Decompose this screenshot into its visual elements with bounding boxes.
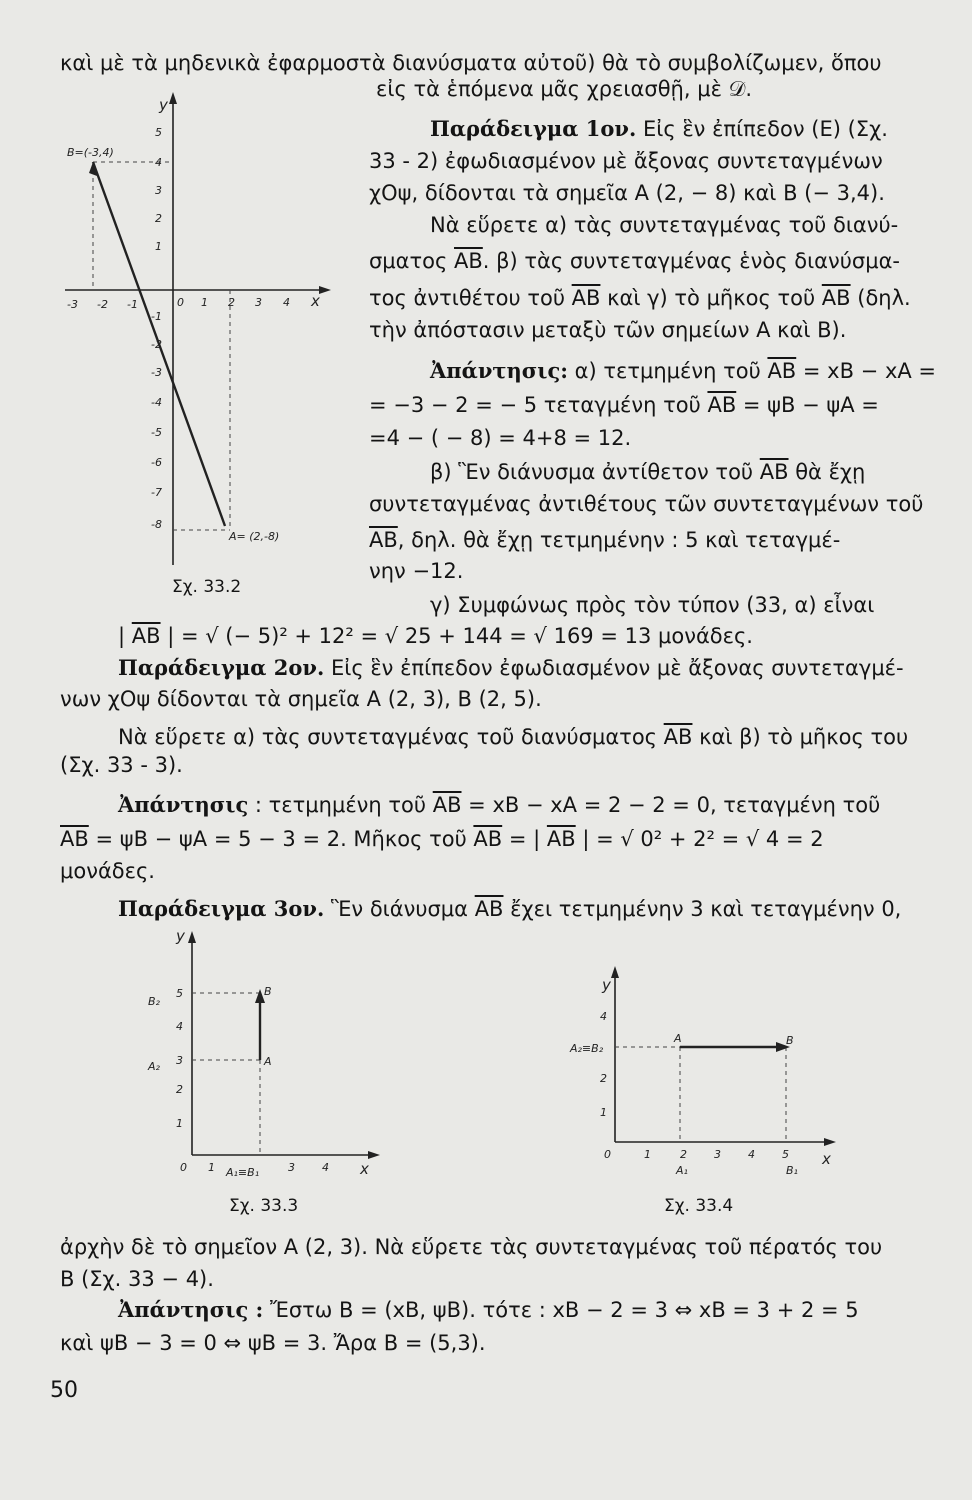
example3-line3: Β (Σχ. 33 − 4). — [60, 1267, 214, 1291]
example1-answer-4: β) Ἓν διάνυσμα ἀντίθετον τοῦ $\overline{AB}$ θὰ ἔχῃ — [430, 460, 866, 484]
example2-line1: Παράδειγμα 2ον. Εἰς ἓν ἐπίπεδον ἐφωδιασμένον μὲ ἄξονας συντεταγμέ- — [118, 655, 904, 680]
example1-answer-2: = −3 − 2 = − 5 τεταγμένη τοῦ $\overline{AB} = \psi B - \psi A$ = — [369, 393, 879, 417]
fig2-ytick: -5 — [151, 426, 162, 439]
fig2-ytick: -3 — [151, 366, 162, 379]
example2-answer-1: Ἀπάντησις : τετμημένη τοῦ $\overline{AB}$ = xB − xA = 2 − 2 = 0, τεταγμένη τοῦ — [118, 792, 881, 817]
fig2-ytick: 1 — [155, 240, 162, 253]
figure-33-4 — [540, 960, 920, 1190]
fig2-xtick: 2 — [228, 296, 235, 309]
example1-line1: Παράδειγμα 1ον. Εἰς ἓν ἐπίπεδον (Ε) (Σχ. — [430, 116, 888, 141]
fig3-caption: Σχ. 33.3 — [229, 1196, 299, 1216]
fig4-label-a: A — [674, 1032, 682, 1045]
example3-heading: Παράδειγμα 3ον. — [118, 896, 325, 921]
fig3-ytick: 1 — [176, 1117, 183, 1130]
fig3-xtick: 4 — [322, 1161, 329, 1174]
fig3-xtick: 3 — [288, 1161, 295, 1174]
example1-answer-6: $\overline{AB}$, δηλ. θὰ ἔχῃ τετμημένην : 5 καὶ τεταγμέ- — [369, 528, 841, 552]
example1-line6: τος ἀντιθέτου τοῦ $\overline{AB}$ καὶ γ) τὸ μῆκος τοῦ $\overline{AB}$ (δηλ. — [369, 286, 911, 310]
fig2-caption: Σχ. 33.2 — [172, 577, 242, 597]
fig3-label-a: A — [264, 1055, 272, 1068]
fig3-ytick: 2 — [176, 1083, 183, 1096]
fig2-ytick: -1 — [151, 310, 162, 323]
fig4-ytick: A₂≡B₂ — [570, 1042, 604, 1055]
fig2-point-a-label: A= (2,-8) — [229, 530, 280, 543]
example3-line2: ἀρχὴν δὲ τὸ σημεῖον Α (2, 3). Νὰ εὕρετε τὰς συντεταγμένας τοῦ πέρατός του — [60, 1235, 883, 1259]
fig2-ytick: 2 — [155, 212, 162, 225]
example1-answer-7: νην −12. — [369, 559, 464, 583]
page-number: 50 — [50, 1378, 78, 1403]
intro-line-1: καὶ μὲ τὰ μηδενικὰ ἐφαρμοστὰ διανύσματα αὐτοῦ) θὰ τὸ συμβολίζωμεν, ὅπου — [60, 51, 882, 75]
fig2-ytick: 5 — [155, 126, 162, 139]
example1-heading: Παράδειγμα 1ον. — [430, 116, 637, 141]
fig4-y-label: y — [602, 976, 611, 994]
example2-line4: (Σχ. 33 - 3). — [60, 753, 183, 777]
fig4-caption: Σχ. 33.4 — [664, 1196, 734, 1216]
fig3-x-label: x — [360, 1160, 369, 1178]
fig3-y-label: y — [176, 927, 185, 945]
example3-answer-2: καὶ ψB − 3 = 0 ⇔ ψB = 3. Ἄρα Β = (5,3). — [60, 1331, 486, 1355]
example1-answer-5: συντεταγμένας ἀντιθέτους τῶν συντεταγμένων τοῦ — [369, 492, 924, 516]
example1-answer-9: | $\overline{AB}$ | = √ (− 5)² + 12² = √ 25 + 144 = √ 169 = 13 μονάδες. — [118, 624, 753, 648]
fig4-ytick: 1 — [600, 1106, 607, 1119]
fig2-ytick: -6 — [151, 456, 162, 469]
fig2-xtick: -1 — [127, 298, 138, 311]
fig2-point-b-label: B=(-3,4) — [67, 146, 114, 159]
example2-heading: Παράδειγμα 2ον. — [118, 655, 325, 680]
fig3-ytick: 5 — [176, 987, 183, 1000]
fig4-label-b: B — [786, 1034, 794, 1047]
fig4-x-label: x — [822, 1150, 831, 1168]
example1-line2: 33 - 2) ἐφωδιασμένον μὲ ἄξονας συντεταγμένων — [369, 149, 883, 173]
fig4-label-b1: B₁ — [786, 1164, 798, 1177]
example3-line1: Παράδειγμα 3ον. Ἓν διάνυσμα $\overline{AB}$ ἔχει τετμημένην 3 καὶ τεταγμένην 0, — [118, 896, 902, 921]
example2-line2: νων χΟψ δίδονται τὰ σημεῖα Α (2, 3), Β (2, 5). — [60, 687, 542, 711]
figure-33-3 — [140, 925, 390, 1185]
fig2-xtick: 1 — [201, 296, 208, 309]
fig4-ytick: 2 — [600, 1072, 607, 1085]
fig2-xtick: -3 — [67, 298, 78, 311]
fig2-xtick: 3 — [255, 296, 262, 309]
example1-line7: τὴν ἀπόστασιν μεταξὺ τῶν σημείων Α καὶ Β). — [369, 318, 847, 342]
fig4-xtick: 5 — [782, 1148, 789, 1161]
fig4-xtick: 4 — [748, 1148, 755, 1161]
fig4-xtick: 1 — [644, 1148, 651, 1161]
fig2-x-label: x — [311, 292, 320, 310]
fig3-ytick: 4 — [176, 1020, 183, 1033]
fig3-xtick: A₁≡B₁ — [226, 1166, 260, 1179]
example2-line3: Νὰ εὕρετε α) τὰς συντεταγμένας τοῦ διανύσματος $\overline{AB}$ καὶ β) τὸ μῆκος του — [118, 725, 909, 749]
fig4-xtick: 2 — [680, 1148, 687, 1161]
example2-answer-2: $\overline{AB} = \psi B - \psi A = 5 - 3 = 2$. Μῆκος τοῦ $\overline{AB}$ = | $\overline{AB}$ | = √ 0² + 2² = √ 4 = 2 — [60, 827, 824, 851]
fig4-label-a1: A₁ — [676, 1164, 688, 1177]
example1-line4: Νὰ εὕρετε α) τὰς συντεταγμένας τοῦ διανύ- — [430, 213, 899, 237]
example2-answer-3: μονάδες. — [60, 859, 155, 883]
example1-answer-8: γ) Συμφώνως πρὸς τὸν τύπον (33, α) εἶναι — [430, 593, 875, 617]
fig2-ytick: -8 — [151, 518, 162, 531]
figure-33-2 — [55, 80, 355, 610]
example3-answer-1: Ἀπάντησις : Ἔστω Β = (xB, ψB). τότε : xB − 2 = 3 ⇔ xB = 3 + 2 = 5 — [118, 1297, 859, 1322]
fig2-ytick: -2 — [151, 338, 162, 351]
fig2-xtick: 4 — [283, 296, 290, 309]
example1-line5: σματος $\overline{AB}$. β) τὰς συντεταγμένας ἑνὸς διανύσμα- — [369, 249, 900, 273]
fig2-ytick: -4 — [151, 396, 162, 409]
fig2-ytick: 3 — [155, 184, 162, 197]
fig2-ytick: 4 — [155, 156, 162, 169]
fig2-y-label: y — [159, 96, 168, 114]
example1-line3: χΟψ, δίδονται τὰ σημεῖα Α (2, − 8) καὶ Β (− 3,4). — [369, 181, 885, 205]
fig4-xtick: 0 — [604, 1148, 611, 1161]
fig3-xtick: 0 — [180, 1161, 187, 1174]
fig3-label-b: B — [264, 985, 272, 998]
fig4-xtick: 3 — [714, 1148, 721, 1161]
fig3-ytick: 3 — [176, 1054, 183, 1067]
fig3-label-a2: A₂ — [148, 1060, 160, 1073]
fig2-ytick: -7 — [151, 486, 162, 499]
fig2-xtick: 0 — [177, 296, 184, 309]
example1-answer-3: =4 − ( − 8) = 4+8 = 12. — [369, 426, 632, 450]
example1-answer-1: Ἀπάντησις: α) τετμημένη τοῦ $\overline{AB}$ = xB − xA = — [430, 358, 937, 383]
fig4-ytick: 4 — [600, 1010, 607, 1023]
fig2-xtick: -2 — [97, 298, 108, 311]
fig3-label-b2: B₂ — [148, 995, 160, 1008]
fig3-xtick: 1 — [208, 1161, 215, 1174]
intro-line-2: εἰς τὰ ἑπόμενα μᾶς χρειασθῇ, μὲ 𝒟. — [376, 77, 753, 101]
